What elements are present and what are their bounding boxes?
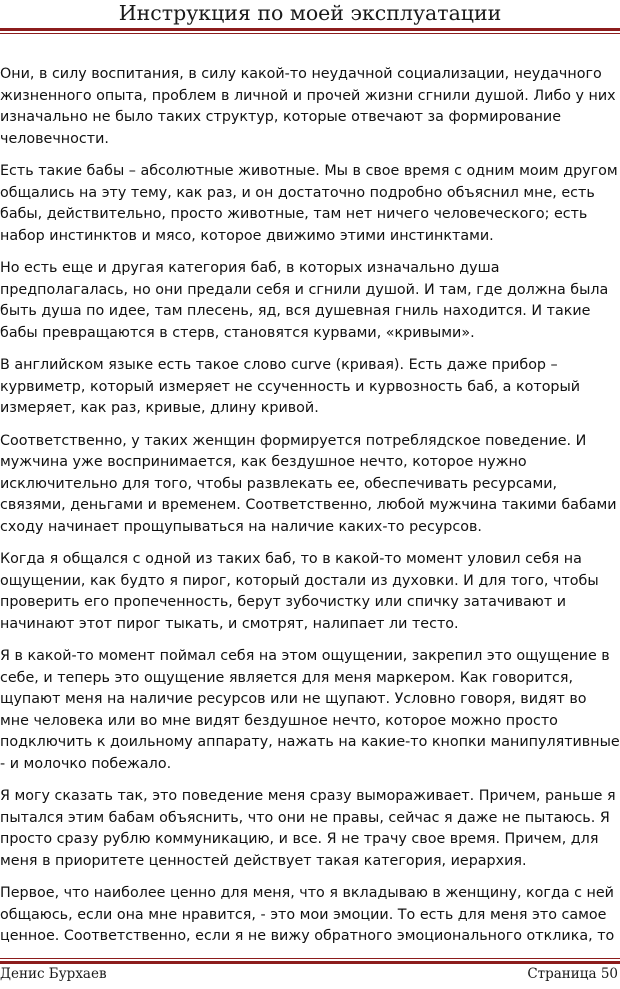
paragraph-9: Первое, что наиболее ценно для меня, что я вкладываю в женщину, когда с ней общаюсь, если она мне нравится, - это мои эмоции. То есть для меня это самое ценное. Соответственно, если я не вижу обратного эмоционального отклика, то <box>0 885 615 944</box>
footer-rule-thin <box>0 958 620 959</box>
footer-page-number: Страница 50 <box>527 966 618 982</box>
paragraph-6: Когда я общался с одной из таких баб, то в какой-то момент уловил себя на ощущении, как будто я пирог, который достали из духовки. И для того, чтобы проверить его пропеченность, берут зубочистку или спичку затачивают и начинают этот пирог тыкать, и смотрят, налипает ли тесто. <box>0 551 599 632</box>
paragraph-4: В английском языке есть такое слово curve (кривая). Есть даже прибор – курвиметр, который измеряет не ссученность и курвозность баб, а который измеряет, как раз, кривые, длину кривой. <box>0 357 581 416</box>
page-header-title: Инструкция по моей эксплуатации <box>118 1 502 25</box>
header-rule-thin <box>0 33 620 34</box>
paragraph-2: Есть такие бабы – абсолютные животные. Мы в свое время с одним моим другом общались на эту тему, как раз, и он достаточно подробно объяснил мне, есть бабы, действительно, просто животные, там нет ничего человеческого; есть набор инстинктов и мясо, которое движимо этими инстинктами. <box>0 163 618 244</box>
paragraph-8: Я могу сказать так, это поведение меня сразу вымораживает. Причем, раньше я пытался этим бабам объяснить, что они не правы, сейчас я даже не пытаюсь. Я просто сразу рублю коммуникацию, и все. Я не трачу свое время. Причем, для меня в приоритете ценностей действует такая категория, иерархия. <box>0 788 616 869</box>
document-body <box>0 64 620 959</box>
header-rule-thick <box>0 28 620 31</box>
footer-author: Денис Бурхаев <box>0 966 107 982</box>
paragraph-5: Соответственно, у таких женщин формируется потреблядское поведение. И мужчина уже воспринимается, как бездушное нечто, которое нужно исключительно для того, чтобы развлекать ее, обеспечивать ресурсами, связями, деньгами и временем. Соответственно, любой мужчина такими бабами сходу начинает прощупываться на наличие каких-то ресурсов. <box>0 432 617 535</box>
paragraph-3: Но есть еще и другая категория баб, в которых изначально душа предполагалась, но они предали себя и сгнили душой. И там, где должна была быть душа по идее, там плесень, яд, вся душевная гниль находится. И такие бабы превращаются в стерв, становятся курвами, «кривыми». <box>0 260 609 341</box>
paragraph-1: Они, в силу воспитания, в силу какой-то неудачной социализации, неудачного жизненного опыта, проблем в личной и прочей жизни сгнили душой. Либо у них изначально не было таких структур, которые отвечают за формирование человечности. <box>0 66 616 147</box>
paragraph-7: Я в какой-то момент поймал себя на этом ощущении, закрепил это ощущение в себе, и теперь это ощущение является для меня маркером. Как говорится, щупают меня на наличие ресурсов или не щупают. Условно говоря, видят во мне человека или во мне видят бездушное нечто, которое можно просто подключить к доильному аппарату, нажать на какие-то кнопки манипулятивные - и молочко побежало. <box>0 648 620 772</box>
